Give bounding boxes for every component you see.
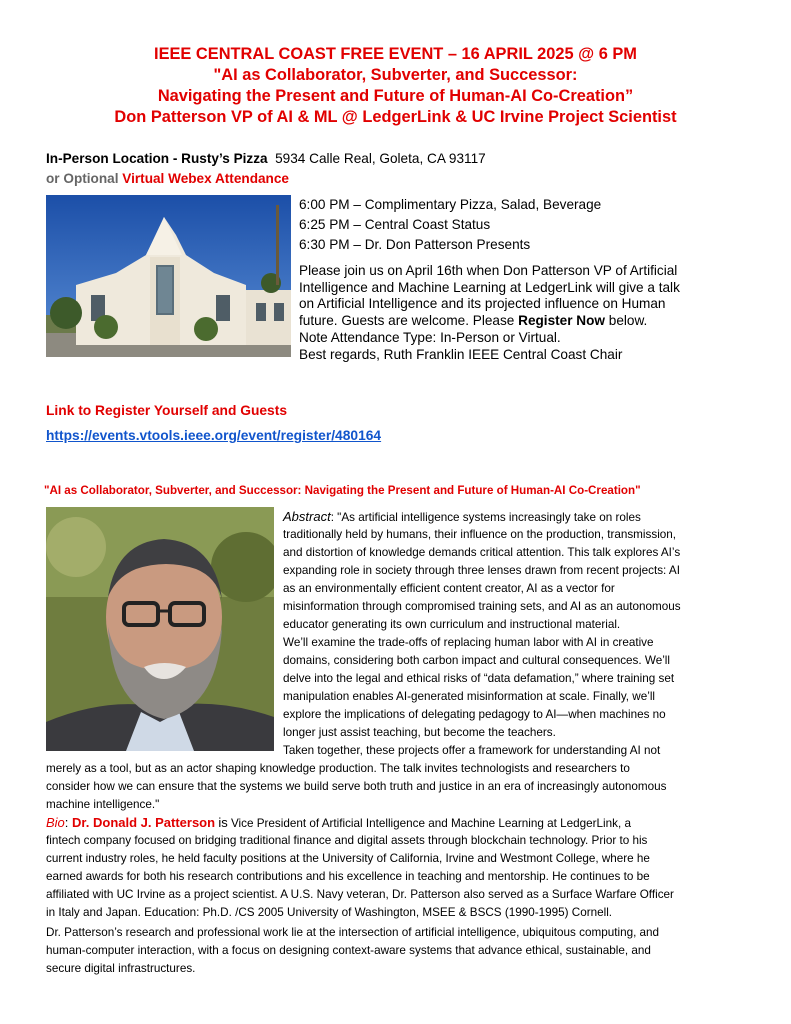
abstract-line: We’ll examine the trade-offs of replacing human labor with AI in creative bbox=[283, 636, 654, 649]
register-now-text: Register Now bbox=[518, 313, 605, 329]
bio-label: Bio bbox=[46, 815, 65, 830]
abstract-line: longer just assist teaching, but become the teachers. bbox=[283, 726, 556, 739]
location-address: 5934 Calle Real, Goleta, CA 93117 bbox=[275, 151, 486, 166]
abstract-line: and distortion of knowledge demands critical attention. This talk explores AI’s bbox=[283, 546, 681, 559]
abstract-line: traditionally held by humans, their influence on the production, transmission, bbox=[283, 528, 677, 541]
intro-line: Intelligence and Machine Learning at LedgerLink will give a talk bbox=[299, 279, 680, 295]
bio-line: current industry roles, he held faculty positions at the University of California, Irvine and Westmont College, where he bbox=[46, 852, 650, 865]
location-label: In-Person Location - Rusty’s Pizza bbox=[46, 151, 268, 166]
intro-line bbox=[299, 313, 759, 330]
event-headline: IEEE CENTRAL COAST FREE EVENT – 16 APRIL 2025 @ 6 PM bbox=[154, 45, 637, 63]
intro-text: future. Guests are welcome. Please bbox=[299, 313, 515, 329]
bio-line: fintech company focused on bridging traditional finance and digital assets through blockchain technology. Prior to his bbox=[46, 834, 648, 847]
bio-line: secure digital infrastructures. bbox=[46, 962, 196, 975]
talk-title-line-1: "AI as Collaborator, Subverter, and Successor: bbox=[213, 66, 578, 84]
speaker-name: Dr. Donald J. Patterson bbox=[72, 815, 216, 830]
bio-text: is bbox=[218, 815, 228, 830]
schedule-item-2: 6:25 PM – Central Coast Status bbox=[299, 217, 491, 232]
abstract-line: consider how we can ensure that the systems we build serve both truth and justice in an era of increasingly autonomous bbox=[46, 780, 667, 793]
bio-line: earned awards for both his research contributions and his excellence in teaching and mentorship. He continues to be bbox=[46, 870, 650, 883]
abstract-label: Abstract bbox=[283, 509, 331, 524]
abstract-line: merely as a tool, but as an actor shaping knowledge production. The talk invites technologists and researchers to bbox=[46, 762, 630, 775]
abstract-line: manipulation enables AI-generated misinformation at scale. Finally, we’ll bbox=[283, 690, 656, 703]
intro-paragraph bbox=[299, 263, 759, 363]
abstract-line: Taken together, these projects offer a framework for understanding AI not bbox=[283, 744, 661, 757]
register-link[interactable]: https://events.vtools.ieee.org/event/register/480164 bbox=[46, 428, 382, 443]
abstract-line: expanding role in society through three lenses drawn from recent projects: AI bbox=[283, 564, 680, 577]
intro-line: Please join us on April 16th when Don Patterson VP of Artificial bbox=[299, 263, 678, 278]
intro-line: on Artificial Intelligence and its projected influence on Human bbox=[299, 296, 666, 312]
abstract-line: machine intelligence." bbox=[46, 798, 160, 811]
speaker-photo bbox=[46, 507, 274, 751]
abstract-line bbox=[283, 509, 641, 525]
abstract-line: misinformation through compromised training sets, and AI as an autonomous bbox=[283, 600, 681, 613]
bio-text: Vice President of Artificial Intelligence and Machine Learning at LedgerLink, a bbox=[230, 817, 631, 830]
talk-title-line-2: Navigating the Present and Future of Human-AI Co-Creation” bbox=[157, 87, 634, 105]
bio-line: affiliated with UC Irvine as a project scientist. A U.S. Navy veteran, Dr. Patterson also served as a Surface Warfare Officer bbox=[46, 888, 674, 901]
optional-prefix: or Optional bbox=[46, 171, 119, 186]
location-line bbox=[46, 151, 486, 166]
intro-line: Note Attendance Type: In-Person or Virtual. bbox=[299, 329, 561, 345]
abstract-line: delve into the legal and ethical risks of “data defamation,” where training set bbox=[283, 672, 675, 685]
intro-text: below. bbox=[608, 313, 648, 329]
abstract-line: educator generating its own curriculum and instructional material. bbox=[283, 618, 621, 631]
schedule-item-3: 6:30 PM – Dr. Don Patterson Presents bbox=[299, 237, 531, 252]
bio-line: Dr. Patterson’s research and professional work lie at the intersection of artificial intelligence, ubiquitous computing, and bbox=[46, 926, 660, 939]
abstract-line: domains, considering both carbon impact and cultural consequences. We’ll bbox=[283, 654, 670, 667]
schedule-item-1: 6:00 PM – Complimentary Pizza, Salad, Beverage bbox=[299, 197, 602, 212]
bio-line: human-computer interaction, with a focus on designing context-aware systems that advance ethical, sustainable, and bbox=[46, 944, 651, 957]
abstract-line: explore the implications of delegating pedagogy to AI—when machines no bbox=[283, 708, 666, 721]
venue-photo bbox=[46, 195, 291, 357]
abstract-text: : "As artificial intelligence systems increasingly take on roles bbox=[330, 511, 641, 524]
talk-title: "AI as Collaborator, Subverter, and Successor: Navigating the Present and Future of Human-AI Co-Creation" bbox=[44, 484, 641, 497]
speaker-line: Don Patterson VP of AI & ML @ LedgerLink & UC Irvine Project Scientist bbox=[114, 108, 677, 126]
webex-link[interactable]: Virtual Webex Attendance bbox=[122, 171, 289, 186]
intro-line: Best regards, Ruth Franklin IEEE Central Coast Chair bbox=[299, 346, 623, 362]
virtual-option-line bbox=[46, 171, 289, 186]
abstract-line: as an environmentally efficient content creator, AI as a vector for bbox=[283, 582, 615, 595]
bio-line: in Italy and Japan. Education: Ph.D. /CS 2005 University of Washington, MSEE & BSCS (1990-1995) Cornell. bbox=[46, 906, 613, 919]
register-label: Link to Register Yourself and Guests bbox=[46, 403, 287, 418]
bio-line: Bio: Dr. Donald J. Patterson is Vice President of Artificial Intelligence and Machine Learning at LedgerLink, a bbox=[46, 815, 631, 830]
